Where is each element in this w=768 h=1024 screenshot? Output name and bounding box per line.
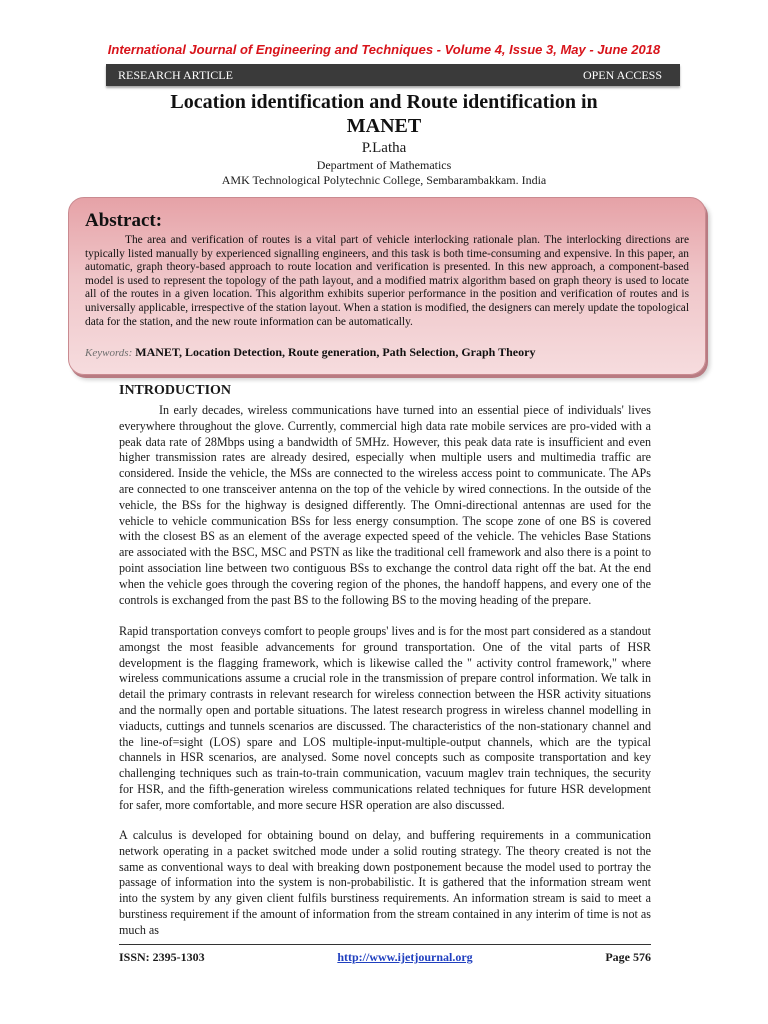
footer-rule	[119, 944, 651, 945]
paper-title-line1: Location identification and Route identification in	[170, 91, 598, 113]
keywords-line	[85, 345, 689, 360]
body-paragraph-1	[119, 403, 651, 608]
footer-issn: ISSN: 2395-1303	[119, 950, 205, 964]
abstract-body: The area and verification of routes is a vital part of vehicle interlocking rationale plan. The interlocking directions are typically listed manually by experienced signalling engineers, and this task is both time-consuming and expensive. In this paper, an automatic, graph theory-based approach to route location and verification is presented. In this new approach, a component-based model is used to represent the topology of the path layout, and a modified matrix algorithm based on graph theory is used to locate all of the routes in a given location. This algorithm exhibits superior performance in the position and verification of routes and is universally applicable, irrespective of the station layout. When a station is modified, the designers can merely update the topological data for the station, and the new route information can be automatically.	[85, 234, 689, 328]
abstract-text	[85, 234, 689, 329]
body-paragraph-3: A calculus is developed for obtaining bound on delay, and buffering requirements in a communication network operating in a packet switched mode under a solid routing strategy. The theory created is not the same as conventional ways to deal with breaking down postponement because the model used to portray the passage of information into the system is non-probabilistic. It is gathered that the information stream went into the system by any given client fulfils burstiness requirements. An information stream is said to meet a burstiness requirement if the amount of information from the stream contained in any interim of time is not as much as	[119, 828, 651, 937]
author-department: Department of Mathematics	[316, 158, 452, 172]
footer-journal-link[interactable]: http://www.ijetjournal.org	[337, 950, 473, 964]
page-footer	[119, 950, 651, 965]
body-paragraph-1-text: In early decades, wireless communications have turned into an essential piece of individuals' lives everywhere throughout the glove. Currently, commercial high data rate mobile services are pro-vided with a peak data rate of 28Mbps using a bandwidth of 5MHz. However, this peak data rate is insufficient and even higher transmission rates are already desired, especially when multiple users and multimedia traffic are considered. Inside the vehicle, the MSs are connected to the wireless access point to communicate. The APs are connected to one transceiver antenna on the top of the vehicle by wired connections. In the outside of the vehicle, the BSs for the highway is designed differently. The Omni-directional antennas are used for the vehicle to vehicle communication BSs for less energy consumption. The scope zone of one BS is covered with the closest BS as an element of the average expected speed of the vehicle. The vehicles Base Stations are associated with the BSC, MSC and PSTN as like the traditional cell framework and also there is a point to point association line between two contiguous BSs to exchange the control data right off the bat. At the end when the vehicle goes through the covering region of the phones, the handoff happens, and every one of the controls is exchanged from the past BS to the following BS to the moving heading of the prepare.	[119, 403, 651, 607]
paper-title-line2: MANET	[346, 115, 422, 137]
author-name: P.Latha	[361, 140, 407, 156]
journal-header: International Journal of Engineering and Techniques - Volume 4, Issue 3, May - June 2018	[107, 42, 661, 57]
keywords-label: Keywords:	[85, 347, 133, 359]
open-access-label: OPEN ACCESS	[582, 67, 662, 82]
abstract-heading: Abstract:	[85, 210, 163, 231]
author-institution: AMK Technological Polytechnic College, Sembarambakkam. India	[221, 173, 547, 187]
footer-page-number: Page 576	[605, 950, 651, 964]
body-paragraph-2: Rapid transportation conveys comfort to people groups' lives and is for the most part considered as a standout amongst the most feasible advancements for ground transportation. One of the vital parts of HSR development is the flagging framework, which is likewise called the " activity control framework," where wireless communications assume a crucial role in the transmission of prepare control information. We talk in detail the primary contrasts in relevant research for wireless connection between the HSR activity situations and the normally open and portable situations. The latest research progress in wireless channel modelling in viaducts, cuttings and tunnels scenarios are discussed. The characteristics of the non-stationary channel and the line-of=sight (LOS) spare and LOS multiple-input-multiple-output channels, which are the typical channels in HSR scenarios, are analysed. Some novel concepts such as composite transportation and key challenging techniques such as train-to-train communication, vacuum maglev train techniques, the security for HSR, and the fifth-generation wireless communications related techniques for future HSR development for safer, more comfortable, and more secure HSR operation are also discussed.	[119, 624, 651, 812]
research-article-label: RESEARCH ARTICLE	[118, 67, 233, 82]
keywords-list: MANET, Location Detection, Route generation, Path Selection, Graph Theory	[135, 345, 536, 359]
section-heading-introduction: INTRODUCTION	[119, 383, 232, 398]
article-banner	[106, 64, 680, 86]
paper-title	[80, 90, 688, 138]
